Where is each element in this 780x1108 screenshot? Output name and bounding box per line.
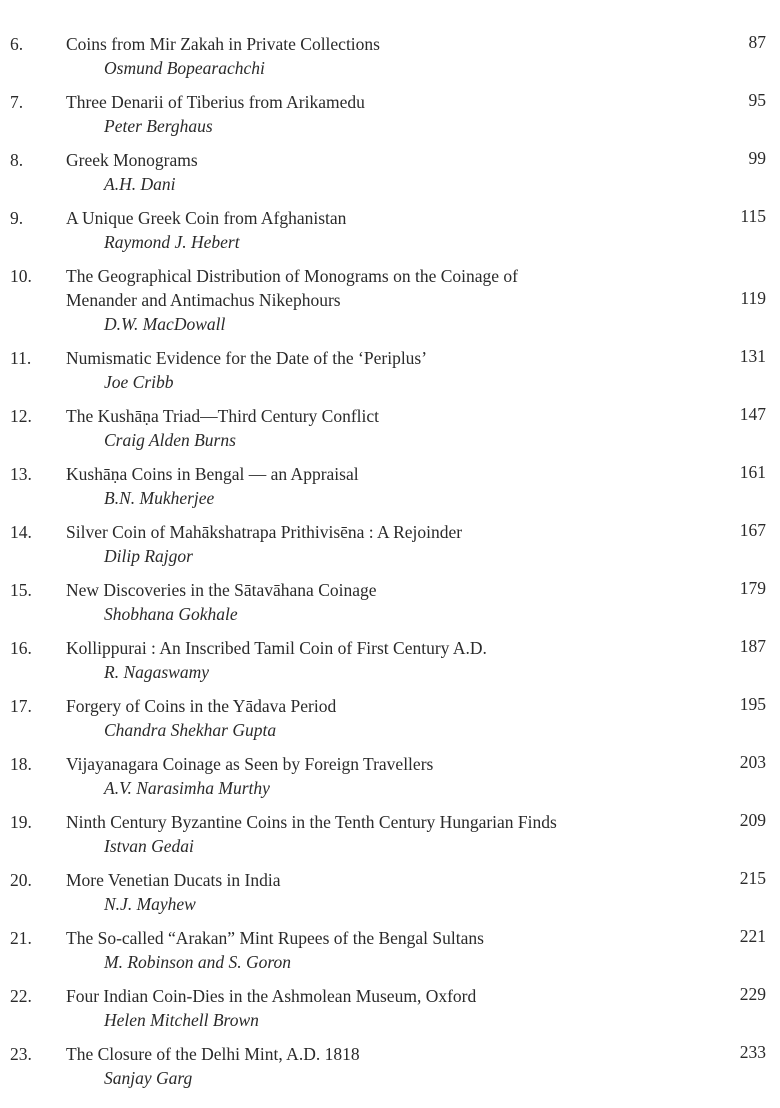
entry-number: 11. — [10, 348, 32, 368]
entry-title: Greek Monograms — [66, 150, 198, 170]
author-line — [0, 892, 780, 916]
page-number: 229 — [739, 984, 766, 1004]
author-line — [0, 56, 780, 80]
entry-author: M. Robinson and S. Goron — [104, 952, 291, 972]
author-line — [0, 950, 780, 974]
entry-title: Silver Coin of Mahākshatrapa Prithivisēna : A Rejoinder — [66, 522, 463, 542]
toc-entry — [0, 984, 780, 1032]
entry-number: 14. — [10, 522, 32, 542]
entry-author: Raymond J. Hebert — [104, 232, 240, 252]
entry-author: Dilip Rajgor — [104, 546, 193, 566]
toc-entry — [0, 578, 780, 626]
entry-author: N.J. Mayhew — [104, 894, 196, 914]
entry-title: The Closure of the Delhi Mint, A.D. 1818 — [66, 1044, 360, 1064]
title-line — [0, 694, 780, 718]
toc-entry — [0, 636, 780, 684]
title-line — [0, 264, 780, 288]
entry-number: 10. — [10, 266, 32, 286]
title-line — [0, 984, 780, 1008]
entry-number: 23. — [10, 1044, 32, 1064]
entry-author: B.N. Mukherjee — [104, 488, 215, 508]
toc-entry — [0, 520, 780, 568]
entry-title: Kushāṇa Coins in Bengal — an Appraisal — [66, 464, 359, 484]
toc-entry — [0, 926, 780, 974]
author-line — [0, 114, 780, 138]
entry-author: Sanjay Garg — [104, 1068, 193, 1088]
toc-entry — [0, 1042, 780, 1090]
author-line — [0, 1066, 780, 1090]
entry-title: Vijayanagara Coinage as Seen by Foreign Travellers — [66, 754, 434, 774]
toc-entry — [0, 810, 780, 858]
title-line — [0, 148, 780, 172]
page-number: 95 — [748, 90, 766, 110]
entry-author: Peter Berghaus — [104, 116, 213, 136]
page-number: 99 — [748, 148, 766, 168]
entry-title: More Venetian Ducats in India — [66, 870, 281, 890]
entry-author: A.H. Dani — [104, 174, 176, 194]
toc-entry — [0, 462, 780, 510]
author-line — [0, 718, 780, 742]
entry-title: Coins from Mir Zakah in Private Collections — [66, 34, 380, 54]
entry-title: A Unique Greek Coin from Afghanistan — [66, 208, 347, 228]
entry-author: Helen Mitchell Brown — [104, 1010, 259, 1030]
title-line — [0, 1042, 780, 1066]
toc-entry — [0, 206, 780, 254]
page-number: 233 — [739, 1042, 766, 1062]
title-line — [0, 810, 780, 834]
entry-author: Osmund Bopearachchi — [104, 58, 265, 78]
title-line — [0, 404, 780, 428]
author-line — [0, 1008, 780, 1032]
page-number: 195 — [739, 694, 766, 714]
entry-author: Shobhana Gokhale — [104, 604, 238, 624]
entry-title: The Kushāṇa Triad—Third Century Conflict — [66, 406, 380, 426]
entry-title: The Geographical Distribution of Monograms on the Coinage of — [66, 266, 518, 286]
entry-title: Forgery of Coins in the Yādava Period — [66, 696, 337, 716]
author-line — [0, 312, 780, 336]
toc-entry — [0, 404, 780, 452]
author-line — [0, 602, 780, 626]
entry-title: Kollippurai : An Inscribed Tamil Coin of First Century A.D. — [66, 638, 487, 658]
toc-entry — [0, 694, 780, 742]
title-line — [0, 346, 780, 370]
page-number: 147 — [739, 404, 766, 424]
entry-title: Menander and Antimachus Nikephours — [66, 290, 341, 310]
entry-number: 18. — [10, 754, 32, 774]
title-line — [0, 90, 780, 114]
author-line — [0, 230, 780, 254]
page-number: 119 — [740, 288, 766, 308]
page-number: 187 — [739, 636, 766, 656]
author-line — [0, 776, 780, 800]
entry-author: Joe Cribb — [104, 372, 174, 392]
entry-title: Four Indian Coin-Dies in the Ashmolean Museum, Oxford — [66, 986, 477, 1006]
toc-entry — [0, 346, 780, 394]
title-line — [0, 578, 780, 602]
entry-number: 7. — [10, 92, 24, 112]
author-line — [0, 544, 780, 568]
entry-author: D.W. MacDowall — [104, 314, 226, 334]
toc-entry — [0, 752, 780, 800]
author-line — [0, 172, 780, 196]
toc-entry — [0, 90, 780, 138]
page-number: 131 — [739, 346, 766, 366]
title-line — [0, 926, 780, 950]
page-number: 179 — [739, 578, 766, 598]
title-line — [0, 752, 780, 776]
author-line — [0, 834, 780, 858]
entry-title: The So-called “Arakan” Mint Rupees of the Bengal Sultans — [66, 928, 484, 948]
entry-number: 21. — [10, 928, 32, 948]
title-line — [0, 206, 780, 230]
page-number: 203 — [739, 752, 766, 772]
page-number: 167 — [739, 520, 766, 540]
entry-title: Ninth Century Byzantine Coins in the Tenth Century Hungarian Finds — [66, 812, 557, 832]
page-number: 215 — [739, 868, 766, 888]
title-line — [0, 462, 780, 486]
entry-number: 13. — [10, 464, 32, 484]
entry-number: 22. — [10, 986, 32, 1006]
entry-number: 19. — [10, 812, 32, 832]
page-number: 115 — [740, 206, 766, 226]
author-line — [0, 486, 780, 510]
author-line — [0, 370, 780, 394]
title-line — [0, 288, 780, 312]
entry-number: 8. — [10, 150, 24, 170]
page-number: 161 — [739, 462, 766, 482]
entry-author: A.V. Narasimha Murthy — [104, 778, 270, 798]
toc-entry — [0, 148, 780, 196]
page-number: 221 — [739, 926, 766, 946]
page-number: 87 — [748, 32, 766, 52]
author-line — [0, 660, 780, 684]
entry-author: R. Nagaswamy — [104, 662, 209, 682]
entry-number: 16. — [10, 638, 32, 658]
title-line — [0, 636, 780, 660]
entry-author: Chandra Shekhar Gupta — [104, 720, 277, 740]
entry-number: 15. — [10, 580, 32, 600]
toc-entry — [0, 32, 780, 80]
entry-number: 6. — [10, 34, 24, 54]
entry-number: 12. — [10, 406, 32, 426]
page-number: 209 — [739, 810, 766, 830]
entry-author: Istvan Gedai — [104, 836, 194, 856]
entry-number: 17. — [10, 696, 32, 716]
toc-entry — [0, 868, 780, 916]
entry-author: Craig Alden Burns — [104, 430, 236, 450]
entry-number: 9. — [10, 208, 24, 228]
entry-title: Three Denarii of Tiberius from Arikamedu — [66, 92, 365, 112]
entry-number: 20. — [10, 870, 32, 890]
entry-title: New Discoveries in the Sātavāhana Coinage — [66, 580, 377, 600]
title-line — [0, 520, 780, 544]
entry-title: Numismatic Evidence for the Date of the ‘Periplus’ — [66, 348, 428, 368]
author-line — [0, 428, 780, 452]
title-line — [0, 32, 780, 56]
title-line — [0, 868, 780, 892]
toc-entry — [0, 264, 780, 336]
